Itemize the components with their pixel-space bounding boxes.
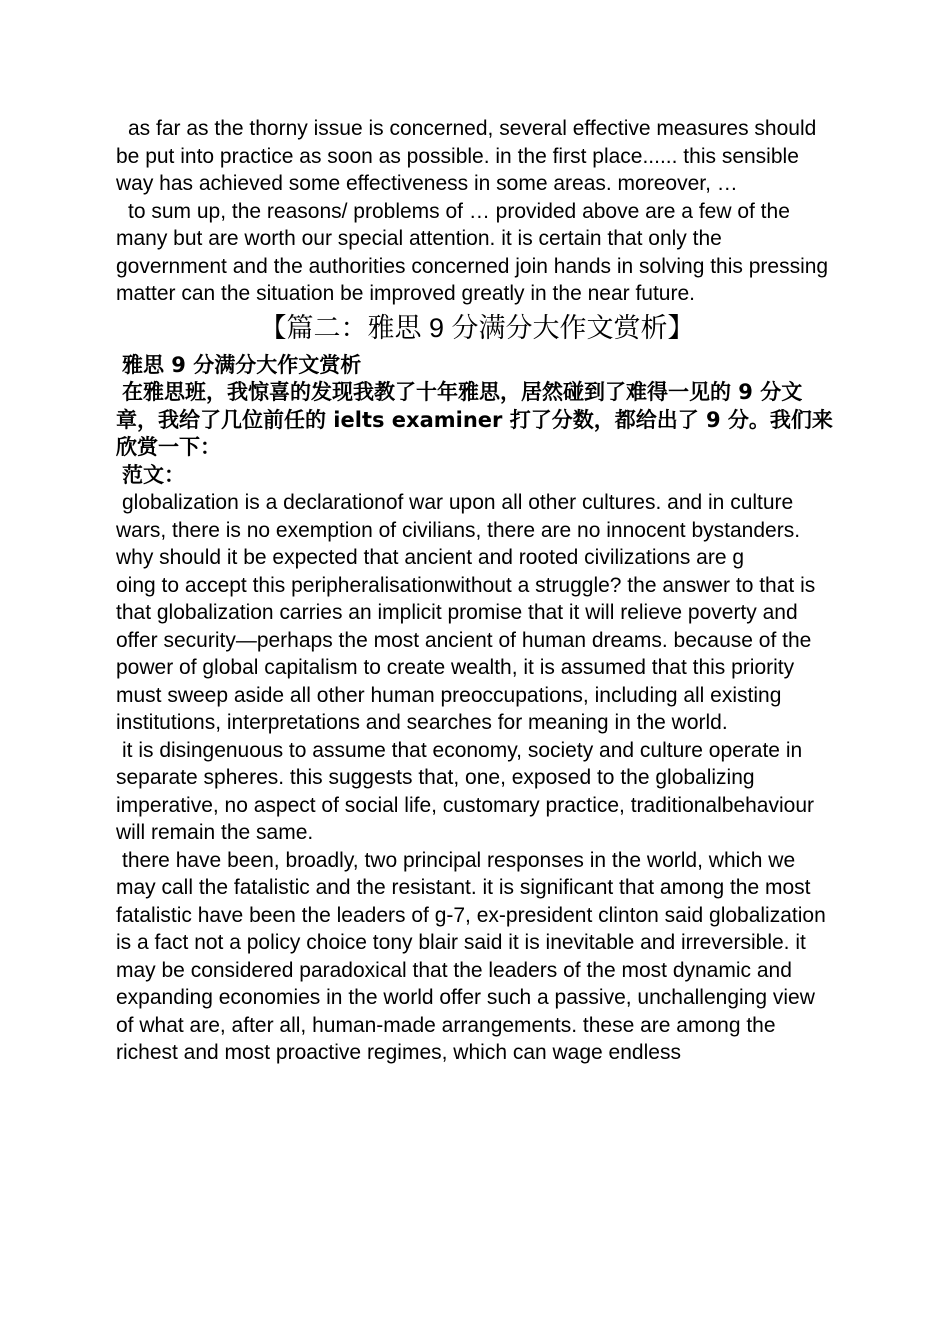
essay-paragraph-3: it is disingenuous to assume that economy, society and culture operate in separate spheres. this suggests that, one, exposed to the globalizing imperative, no aspect of social life, customary practice, traditionalbehaviour will remain the same.	[116, 738, 815, 844]
sample-label: 范文：	[122, 462, 185, 487]
essay-paragraph-1: globalization is a declarationof war upon all other cultures. and in culture wars, there is no exemption of civilians, there are no innocent bystanders. why should it be expected that ancient and rooted civilizations are g	[116, 491, 801, 569]
essay-paragraph-2: oing to accept this peripheralisationwithout a struggle? the answer to that is that globalization carries an implicit promise that it will relieve poverty and offer security—perhaps the most ancient of human dreams. because of the power of global capitalism to create wealth, it is assumed that this priority must sweep aside all other human preoccupations, including all existing institutions, interpretations and searches for meaning in the world.	[116, 573, 816, 734]
section-title: 【篇二：雅思 9 分满分大作文赏析】	[259, 312, 695, 343]
paragraph-measures: as far as the thorny issue is concerned, several effective measures should be put into practice as soon as possible. in the first place...... this sensible way has achieved some effectiveness in some areas. moreover, …	[116, 117, 817, 195]
subheading: 雅思 9 分满分大作文赏析	[122, 352, 362, 377]
paragraph-conclusion: to sum up, the reasons/ problems of … provided above are a few of the many but are worth our special attention. it is certain that only the government and the authorities concerned join hands in solving this pressing matter can the situation be improved greatly in the near future.	[116, 199, 829, 305]
essay-paragraph-4: there have been, broadly, two principal responses in the world, which we may call the fatalistic and the resistant. it is significant that among the most fatalistic have been the leaders of g-7, ex-president clinton said globalization is a fact not a policy choice tony blair said it is inevitable and irreversible. it may be considered paradoxical that the leaders of the most dynamic and expanding economies in the world offer such a passive, unchallenging view of what are, after all, human-made arrangements. these are among the richest and most proactive regimes, which can wage endless	[116, 848, 826, 1064]
document-page	[116, 115, 838, 1067]
intro-paragraph: 在雅思班，我惊喜的发现我教了十年雅思，居然碰到了难得一见的 9 分文章，我给了几位前任的 ielts examiner 打了分数，都给出了 9 分。我们来欣赏一下：	[116, 380, 833, 459]
